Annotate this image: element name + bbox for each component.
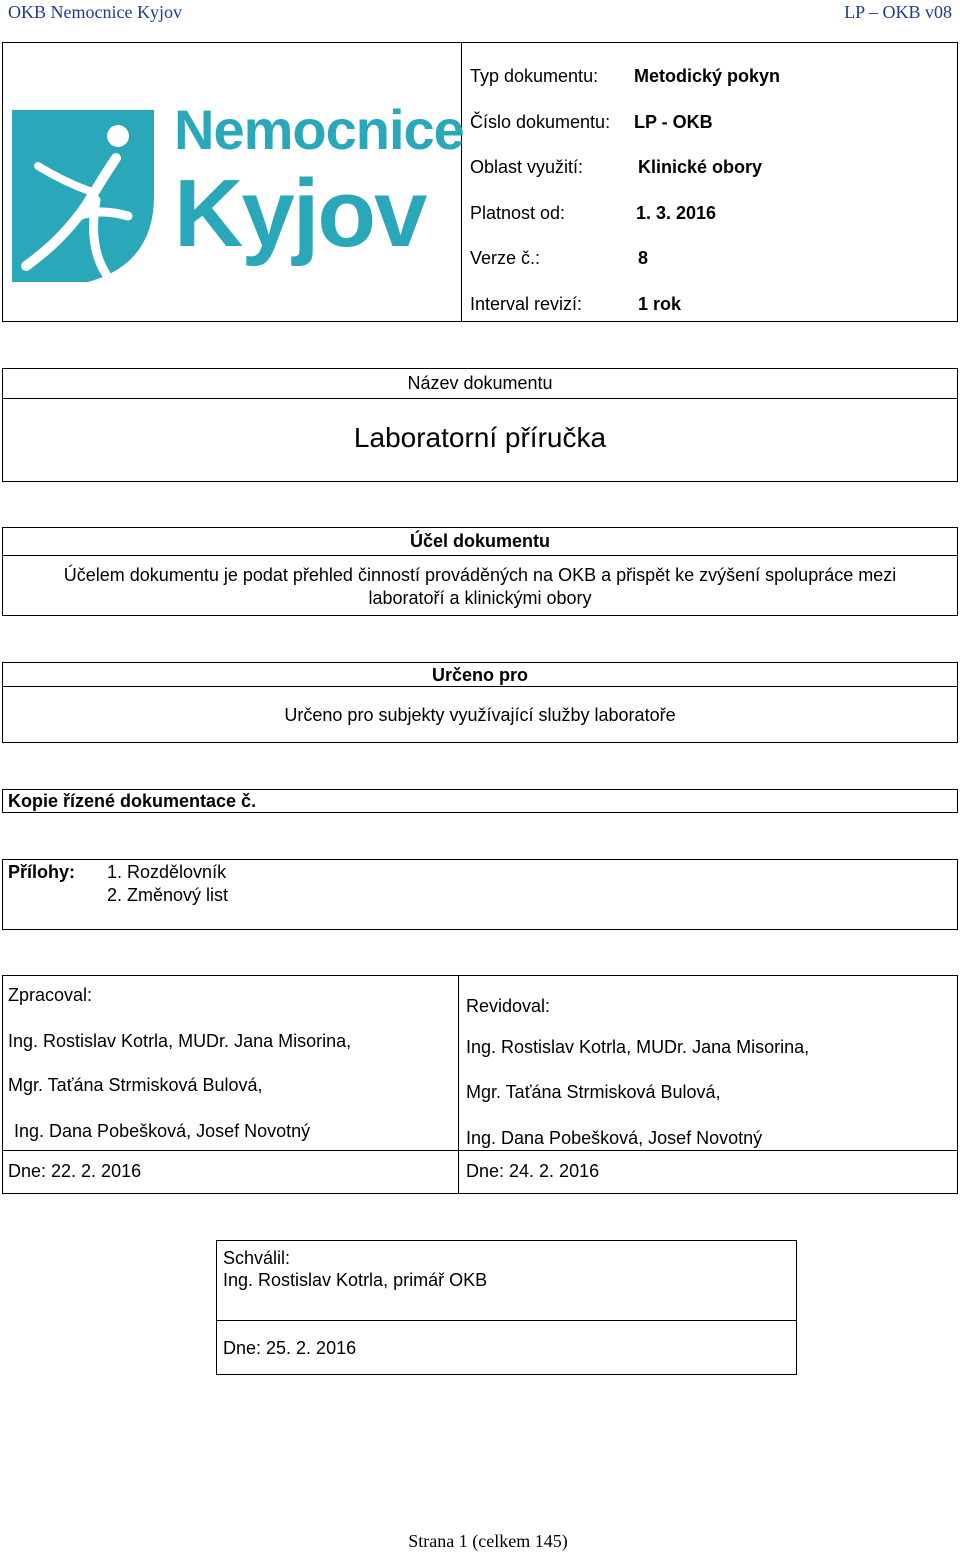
purpose-heading: Účel dokumentu xyxy=(409,531,551,551)
info-divider xyxy=(461,42,462,322)
revised-date: Dne: 24. 2. 2016 xyxy=(466,1161,600,1181)
attachments-label: Přílohy: xyxy=(8,862,76,882)
document-title: Laboratorní příručka xyxy=(353,422,607,453)
header-right: LP – OKB v08 xyxy=(844,2,952,22)
attachment-item-distribution-list: 1. Rozdělovník xyxy=(107,862,227,882)
signatures-vertical-divider xyxy=(458,975,459,1194)
revised-by-line3: Ing. Dana Pobešková, Josef Novotný xyxy=(466,1128,763,1148)
meta-label-valid-from: Platnost od: xyxy=(470,203,566,223)
hospital-logo xyxy=(8,96,464,296)
meta-value-type: Metodický pokyn xyxy=(634,66,781,86)
processed-by-line2: Mgr. Taťána Strmisková Bulová, xyxy=(8,1075,263,1095)
meta-value-valid-from: 1. 3. 2016 xyxy=(636,203,717,223)
header-left: OKB Nemocnice Kyjov xyxy=(8,2,182,22)
meta-label-version: Verze č.: xyxy=(470,248,541,268)
meta-value-revision-interval: 1 rok xyxy=(638,294,682,314)
revised-by-line1: Ing. Rostislav Kotrla, MUDr. Jana Misorina, xyxy=(466,1037,810,1057)
approved-by-name: Ing. Rostislav Kotrla, primář OKB xyxy=(223,1270,488,1290)
document-name-divider xyxy=(2,398,958,399)
revised-by-label: Revidoval: xyxy=(466,996,551,1016)
intended-for-text: Určeno pro subjekty využívající služby laboratoře xyxy=(284,705,676,725)
signatures-horizontal-divider xyxy=(2,1150,958,1151)
purpose-text-line1: Účelem dokumentu je podat přehled činností prováděných na OKB a přispět ke zvýšení spolupráce mezi xyxy=(63,565,897,585)
controlled-copy-label: Kopie řízené dokumentace č. xyxy=(8,791,257,811)
meta-label-area: Oblast využití: xyxy=(470,157,584,177)
intended-for-heading: Určeno pro xyxy=(431,665,528,685)
attachment-item-change-list: 2. Změnový list xyxy=(107,885,229,905)
processed-date: Dne: 22. 2. 2016 xyxy=(8,1161,142,1181)
logo-text-nemocnice: Nemocnice xyxy=(174,98,464,161)
meta-label-revision-interval: Interval revizí: xyxy=(470,294,583,314)
approved-by-label: Schválil: xyxy=(223,1248,291,1268)
meta-label-number: Číslo dokumentu: xyxy=(470,112,611,132)
processed-by-label: Zpracoval: xyxy=(8,985,93,1005)
purpose-divider xyxy=(2,555,958,556)
document-name-heading: Název dokumentu xyxy=(407,373,553,393)
intended-for-divider xyxy=(2,686,958,687)
logo-text-kyjov: Kyjov xyxy=(174,160,426,267)
purpose-text-line2: laboratoří a klinickými obory xyxy=(368,588,592,608)
processed-by-line1: Ing. Rostislav Kotrla, MUDr. Jana Misorina, xyxy=(8,1031,352,1051)
page-number: Strana 1 (celkem 145) xyxy=(408,1531,568,1551)
revised-by-line2: Mgr. Taťána Strmisková Bulová, xyxy=(466,1082,721,1102)
meta-value-version: 8 xyxy=(638,248,649,268)
meta-value-area: Klinické obory xyxy=(638,157,763,177)
meta-value-number: LP - OKB xyxy=(634,112,713,132)
approved-date: Dne: 25. 2. 2016 xyxy=(223,1338,357,1358)
approved-divider xyxy=(216,1320,797,1321)
processed-by-line3: Ing. Dana Pobešková, Josef Novotný xyxy=(14,1121,311,1141)
meta-label-type: Typ dokumentu: xyxy=(470,66,599,86)
